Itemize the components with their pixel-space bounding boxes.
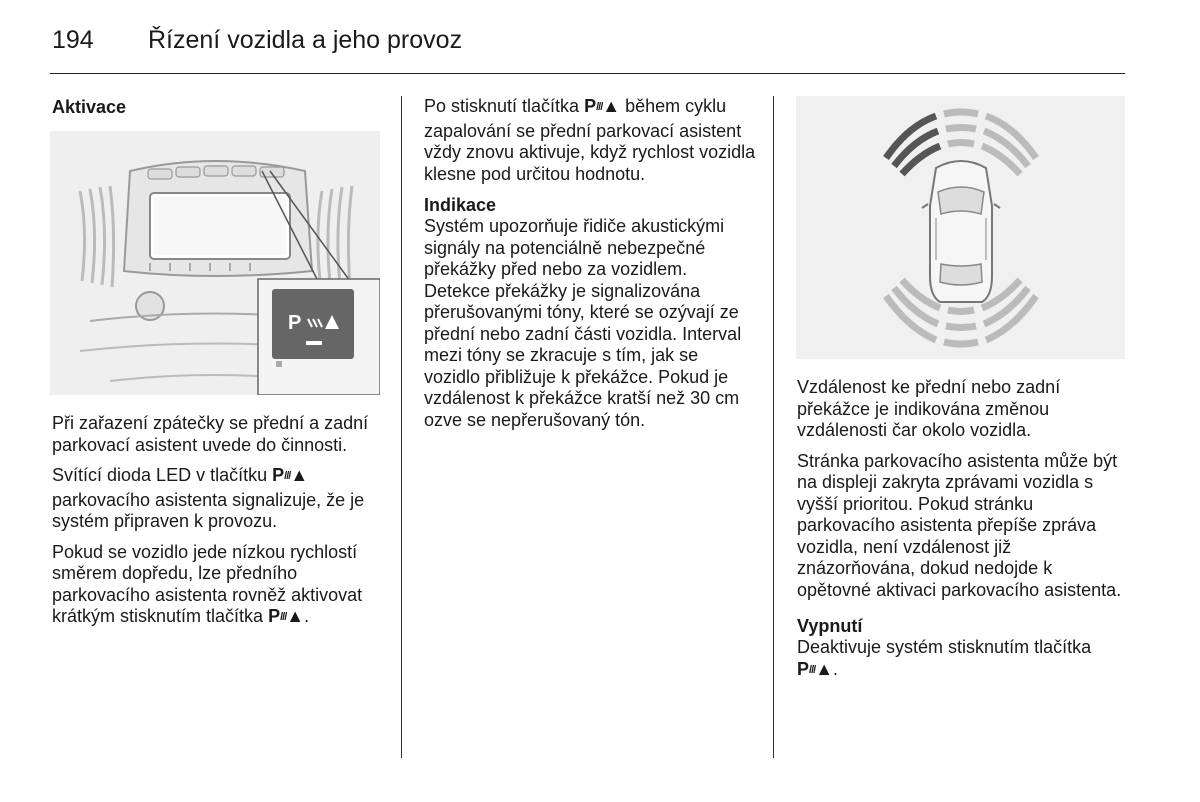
paragraph-restart: [424, 96, 756, 185]
symbol-triangle: ▲: [602, 96, 621, 116]
text-led-a: Svítící dioda LED v tlačítku: [52, 465, 268, 485]
dashboard-illustration: [50, 131, 380, 395]
symbol-p: P: [584, 96, 597, 116]
column-3-text: [797, 377, 1129, 692]
text-deactivate-b: .: [833, 658, 839, 679]
text-restart-a: Po stisknutí tlačítka: [424, 96, 580, 116]
paragraph-led: [52, 465, 382, 533]
park-assist-symbol: [584, 96, 620, 116]
paragraph-distance: Vzdálenost ke přední nebo zadní překážce je indikována změnou vzdálenosti čar okolo vozidla.: [797, 377, 1061, 440]
parking-sensor-drawing: [796, 96, 1125, 359]
paragraph-forward: [52, 542, 382, 631]
paragraph-display-page: Stránka parkovacího asistenta může být na displeji zakryta zprávami vozidla s vyšší prioritou. Pokud stránku parkovacího asistenta přepíše zpráva vozidla, není vzdálenost již znázorňována, dokud nedojde k opětovné aktivaci parkovacího asistenta.: [797, 450, 1122, 600]
header-rule: [50, 73, 1125, 74]
symbol-waves: ///: [596, 101, 603, 113]
section-heading-vypnuti: Vypnutí: [797, 616, 863, 636]
parking-sensor-illustration: [796, 96, 1125, 359]
column-divider-1: [401, 96, 402, 758]
symbol-p: P: [272, 465, 285, 485]
section-heading-indikace: Indikace: [424, 195, 497, 215]
fig-button-label: P: [288, 312, 302, 334]
symbol-p: P: [268, 606, 281, 626]
paragraph-indication: Systém upozorňuje řidiče akustickými signály na potenciálně nebezpečné překážky před nebo za vozidlem. Detekce překážky je signalizována přerušovanými tóny, které se ozývají ze přední nebo zadní části vozidla. Interval mezi tóny se zkracuje s tím, jak se vozidlo přibližuje k překážce. Pokud je vzdálenost k překážce kratší než 30 cm ozve se nepřerušovaný tón.: [424, 216, 742, 430]
text-led-b: parkovacího asistenta signalizuje, že je systém připraven k provozu.: [52, 489, 365, 531]
page-number: 194: [52, 26, 94, 54]
symbol-waves: ///: [284, 470, 291, 482]
section-heading-aktivace: Aktivace: [52, 97, 127, 117]
park-assist-symbol: [272, 465, 308, 485]
column-2: [424, 96, 756, 440]
column-1: [52, 96, 382, 118]
text-restart-b: během cyklu zapalování se přední parkovací asistent vždy znovu aktivuje, když rychlost vozidla klesne pod určitou hodnotu.: [424, 96, 756, 184]
park-assist-symbol: [268, 606, 304, 626]
column-divider-2: [773, 96, 774, 758]
page-title: Řízení vozidla a jeho provoz: [148, 26, 463, 54]
text-deactivate-a: Deaktivuje systém stisknutím tlačítka: [797, 637, 1092, 657]
symbol-p: P: [797, 658, 810, 679]
symbol-triangle: ▲: [815, 658, 834, 679]
text-forward-b: .: [304, 606, 310, 626]
symbol-triangle: ▲: [290, 465, 309, 485]
paragraph-reverse-gear: Při zařazení zpátečky se přední a zadní parkovací asistent uvede do činnosti.: [52, 413, 369, 455]
dashboard-drawing: [50, 131, 380, 395]
paragraph-deactivate: [797, 637, 1129, 683]
symbol-waves: ///: [809, 663, 816, 676]
symbol-triangle: ▲: [286, 606, 305, 626]
park-assist-symbol: [797, 659, 833, 679]
symbol-waves: ///: [280, 611, 287, 623]
column-1-text: [52, 413, 382, 640]
text-forward-a: Pokud se vozidlo jede nízkou rychlostí směrem dopředu, lze předního parkovacího asistenta rovněž aktivovat krátkým stisknutím tlačítka: [52, 541, 363, 626]
